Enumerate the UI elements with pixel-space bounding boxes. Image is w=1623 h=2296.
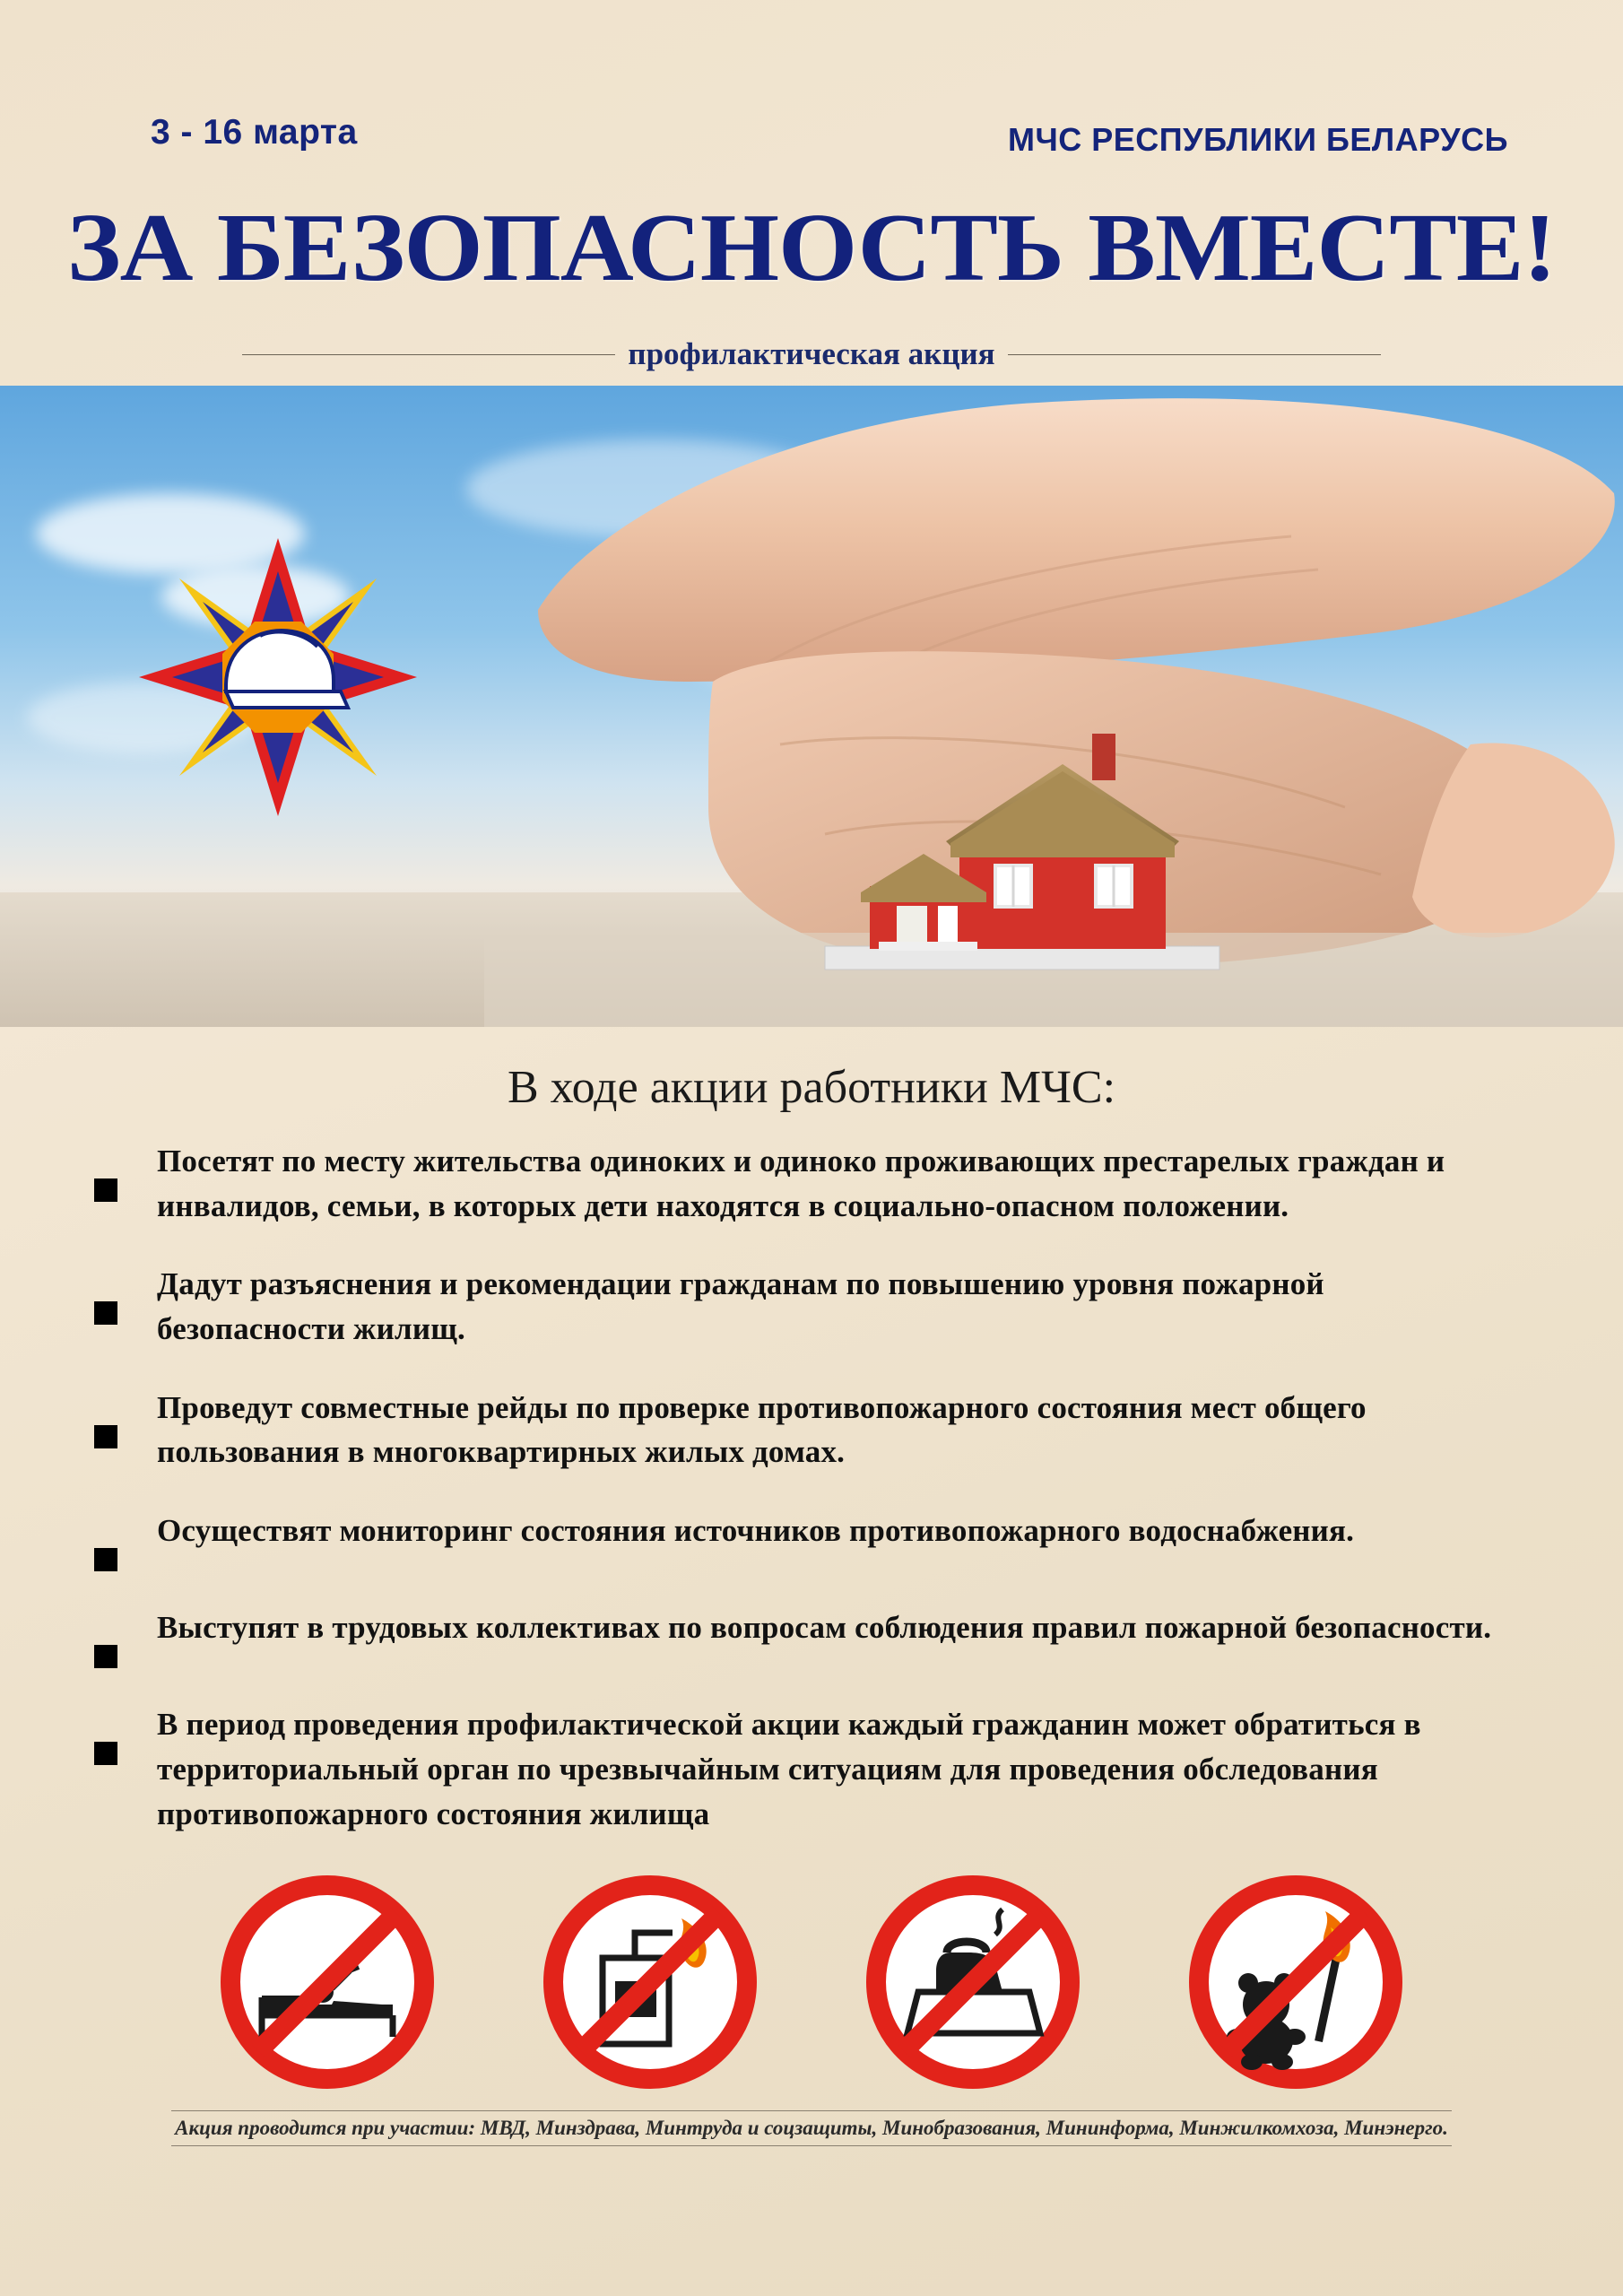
list-item-text: В период проведения профилактической акции каждый гражданин может обратиться в территориальный орган по чрезвычайным ситуациям для проведения обследования противопожарного состояния жилища [157, 1707, 1421, 1831]
poster-footer [0, 2110, 1623, 2146]
divider-right [1008, 354, 1381, 355]
no-unattended-stove-icon [538, 1870, 762, 2094]
bullet-square-icon [94, 1425, 117, 1448]
bullet-square-icon [94, 1178, 117, 1202]
mchs-star-emblem-icon [117, 534, 439, 821]
bullet-square-icon [94, 1301, 117, 1325]
participants-note: Акция проводится при участии: МВД, Минздрава, Минтруда и соцзащиты, Минобразования, Мининформа, Минжилкомхоза, Минэнерго. [171, 2110, 1452, 2146]
page-title: ЗА БЕЗОПАСНОСТЬ ВМЕСТЕ! [66, 195, 1557, 301]
list-item-text: Дадут разъяснения и рекомендации гражданам по повышению уровня пожарной безопасности жилищ. [157, 1266, 1324, 1347]
actions-list [94, 1139, 1515, 1836]
list-item [94, 1509, 1515, 1571]
section-heading: В ходе акции работники МЧС: [507, 1062, 1116, 1113]
no-unattended-iron-icon [861, 1870, 1085, 2094]
subtitle-row [0, 336, 1623, 372]
list-item-text: Выступят в трудовых коллективах по вопросам соблюдения правил пожарной безопасности. [157, 1610, 1492, 1646]
list-item [94, 1139, 1515, 1228]
list-item-text: Осуществят мониторинг состояния источников противопожарного водоснабжения. [157, 1513, 1355, 1549]
no-matches-for-children-icon [1184, 1870, 1408, 2094]
no-smoking-in-bed-icon [215, 1870, 439, 2094]
list-item [94, 1262, 1515, 1351]
bullet-square-icon [94, 1548, 117, 1571]
list-item [94, 1702, 1515, 1836]
list-item [94, 1386, 1515, 1474]
bullet-square-icon [94, 1645, 117, 1668]
list-item-text: Проведут совместные рейды по проверке противопожарного состояния мест общего пользования в многоквартирных жилых домах. [157, 1389, 1367, 1470]
bullet-square-icon [94, 1742, 117, 1765]
poster-body [0, 1061, 1623, 2155]
campaign-date-range: 3 - 16 марта [151, 113, 358, 152]
hands-protecting-house-illustration [484, 386, 1623, 1027]
page-subtitle: профилактическая акция [628, 336, 995, 371]
ministry-name: МЧС РЕСПУБЛИКИ БЕЛАРУСЬ [1008, 121, 1508, 158]
poster-header [0, 0, 1623, 386]
list-item [94, 1605, 1515, 1668]
list-item-text: Посетят по месту жительства одиноких и одиноко проживающих престарелых граждан и инвалидов, семьи, в которых дети находятся в социально-опасном положении. [157, 1144, 1445, 1223]
hero-image [0, 386, 1623, 1027]
divider-left [242, 354, 615, 355]
prohibition-pictograms [0, 1870, 1623, 2094]
